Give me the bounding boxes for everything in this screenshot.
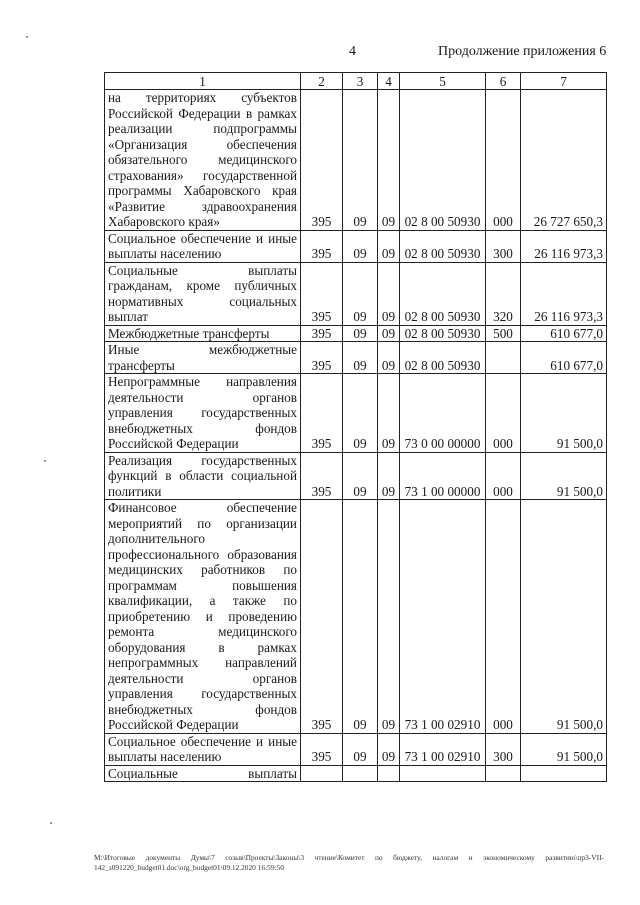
table-row [105,733,607,765]
column-number: 3 [343,73,378,90]
row-name: Социальное обеспечение и иные выплаты населению [105,230,301,262]
cell-col6: 300 [486,733,521,765]
cell-col4: 09 [378,262,400,325]
page-number: 4 [349,44,356,59]
cell-col5: 02 8 00 50930 [400,342,486,374]
cell-col4: 09 [378,374,400,453]
table-row [105,262,607,325]
table-row [105,342,607,374]
cell-col5: 02 8 00 50930 [400,230,486,262]
column-number: 7 [521,73,607,90]
cell-col2: 395 [301,733,343,765]
cell-col3: 09 [343,325,378,342]
cell-col7: 91 500,0 [521,500,607,734]
table-row [105,90,607,231]
row-name: Реализация государственных функций в области социальной политики [105,452,301,500]
cell-col2: 395 [301,90,343,231]
cell-col4: 09 [378,325,400,342]
cell-col2: 395 [301,325,343,342]
cell-col3: 09 [343,733,378,765]
cell-col6: 000 [486,452,521,500]
row-name: Межбюджетные трансферты [105,325,301,342]
cell-col5: 73 1 00 00000 [400,452,486,500]
footer-file-line: 142_з091220_budget01.doc\org_budget01\09.12.2020 16:59:50 [94,863,285,872]
cell-col6: 500 [486,325,521,342]
scan-speck [44,460,46,462]
table-row [105,452,607,500]
cell-col6: 300 [486,230,521,262]
cell-col6: 000 [486,90,521,231]
row-name: Социальное обеспечение и иные выплаты населению [105,733,301,765]
cell-col3: 09 [343,452,378,500]
cell-col6 [486,342,521,374]
cell-col3: 09 [343,500,378,734]
cell-col5: 73 0 00 00000 [400,374,486,453]
cell-col3: 09 [343,342,378,374]
table-row [105,230,607,262]
cell-col7 [521,765,607,782]
cell-col4: 09 [378,452,400,500]
row-name: Социальные выплаты гражданам, кроме публичных нормативных социальных выплат [105,262,301,325]
cell-col3 [343,765,378,782]
cell-col3: 09 [343,374,378,453]
cell-col7: 91 500,0 [521,374,607,453]
cell-col3: 09 [343,262,378,325]
table-row [105,325,607,342]
column-number: 1 [105,73,301,90]
column-number: 4 [378,73,400,90]
cell-col7: 610 677,0 [521,342,607,374]
footer-path-line: M:\Итоговые документы Думы\7 созыв\Проекты\Законы\3 чтение\Комитет по бюджету, налогам и экономическому развитию\пр3-VII- [94,853,604,862]
row-name: Иные межбюджетные трансферты [105,342,301,374]
cell-col7: 26 116 973,3 [521,230,607,262]
row-name: Финансовое обеспечение мероприятий по организации дополнительного профессионального образования медицинских работников по программам повышения квалификации, а также по приобретению и проведению ремонта медицинского оборудования в рамках непрограммных направлений деятельности органов управления государственных внебюджетных фондов Российской Федерации [105,500,301,734]
row-name: на территориях субъектов Российской Федерации в рамках реализации подпрограммы «Организация обеспечения обязательного медицинского страхования» государственной программы Хабаровского края «Развитие здравоохранения Хабаровского края» [105,90,301,231]
cell-col5: 02 8 00 50930 [400,325,486,342]
cell-col2: 395 [301,452,343,500]
cell-col2: 395 [301,500,343,734]
cell-col2 [301,765,343,782]
continuation-caption: Продолжение приложения 6 [438,44,607,59]
table-row [105,765,607,782]
cell-col4: 09 [378,230,400,262]
column-number: 6 [486,73,521,90]
cell-col4: 09 [378,342,400,374]
table-row [105,374,607,453]
budget-table [104,72,607,782]
table-row [105,500,607,734]
scan-speck [50,822,52,824]
cell-col7: 26 116 973,3 [521,262,607,325]
row-name: Социальные выплаты [105,765,301,782]
cell-col2: 395 [301,230,343,262]
cell-col5: 02 8 00 50930 [400,262,486,325]
file-path-footer [94,853,604,873]
cell-col6: 000 [486,374,521,453]
column-number: 5 [400,73,486,90]
cell-col6 [486,765,521,782]
column-number-row [105,73,607,90]
cell-col7: 91 500,0 [521,733,607,765]
cell-col4: 09 [378,90,400,231]
cell-col3: 09 [343,230,378,262]
cell-col2: 395 [301,374,343,453]
cell-col2: 395 [301,342,343,374]
cell-col5: 02 8 00 50930 [400,90,486,231]
scan-speck [26,36,28,38]
cell-col4 [378,765,400,782]
row-name: Непрограммные направления деятельности органов управления государственных внебюджетных фондов Российской Федерации [105,374,301,453]
cell-col6: 320 [486,262,521,325]
cell-col7: 610 677,0 [521,325,607,342]
cell-col4: 09 [378,733,400,765]
cell-col7: 26 727 650,3 [521,90,607,231]
cell-col4: 09 [378,500,400,734]
cell-col3: 09 [343,90,378,231]
cell-col2: 395 [301,262,343,325]
cell-col5: 73 1 00 02910 [400,733,486,765]
cell-col5: 73 1 00 02910 [400,500,486,734]
column-number: 2 [301,73,343,90]
cell-col6: 000 [486,500,521,734]
cell-col7: 91 500,0 [521,452,607,500]
cell-col5 [400,765,486,782]
